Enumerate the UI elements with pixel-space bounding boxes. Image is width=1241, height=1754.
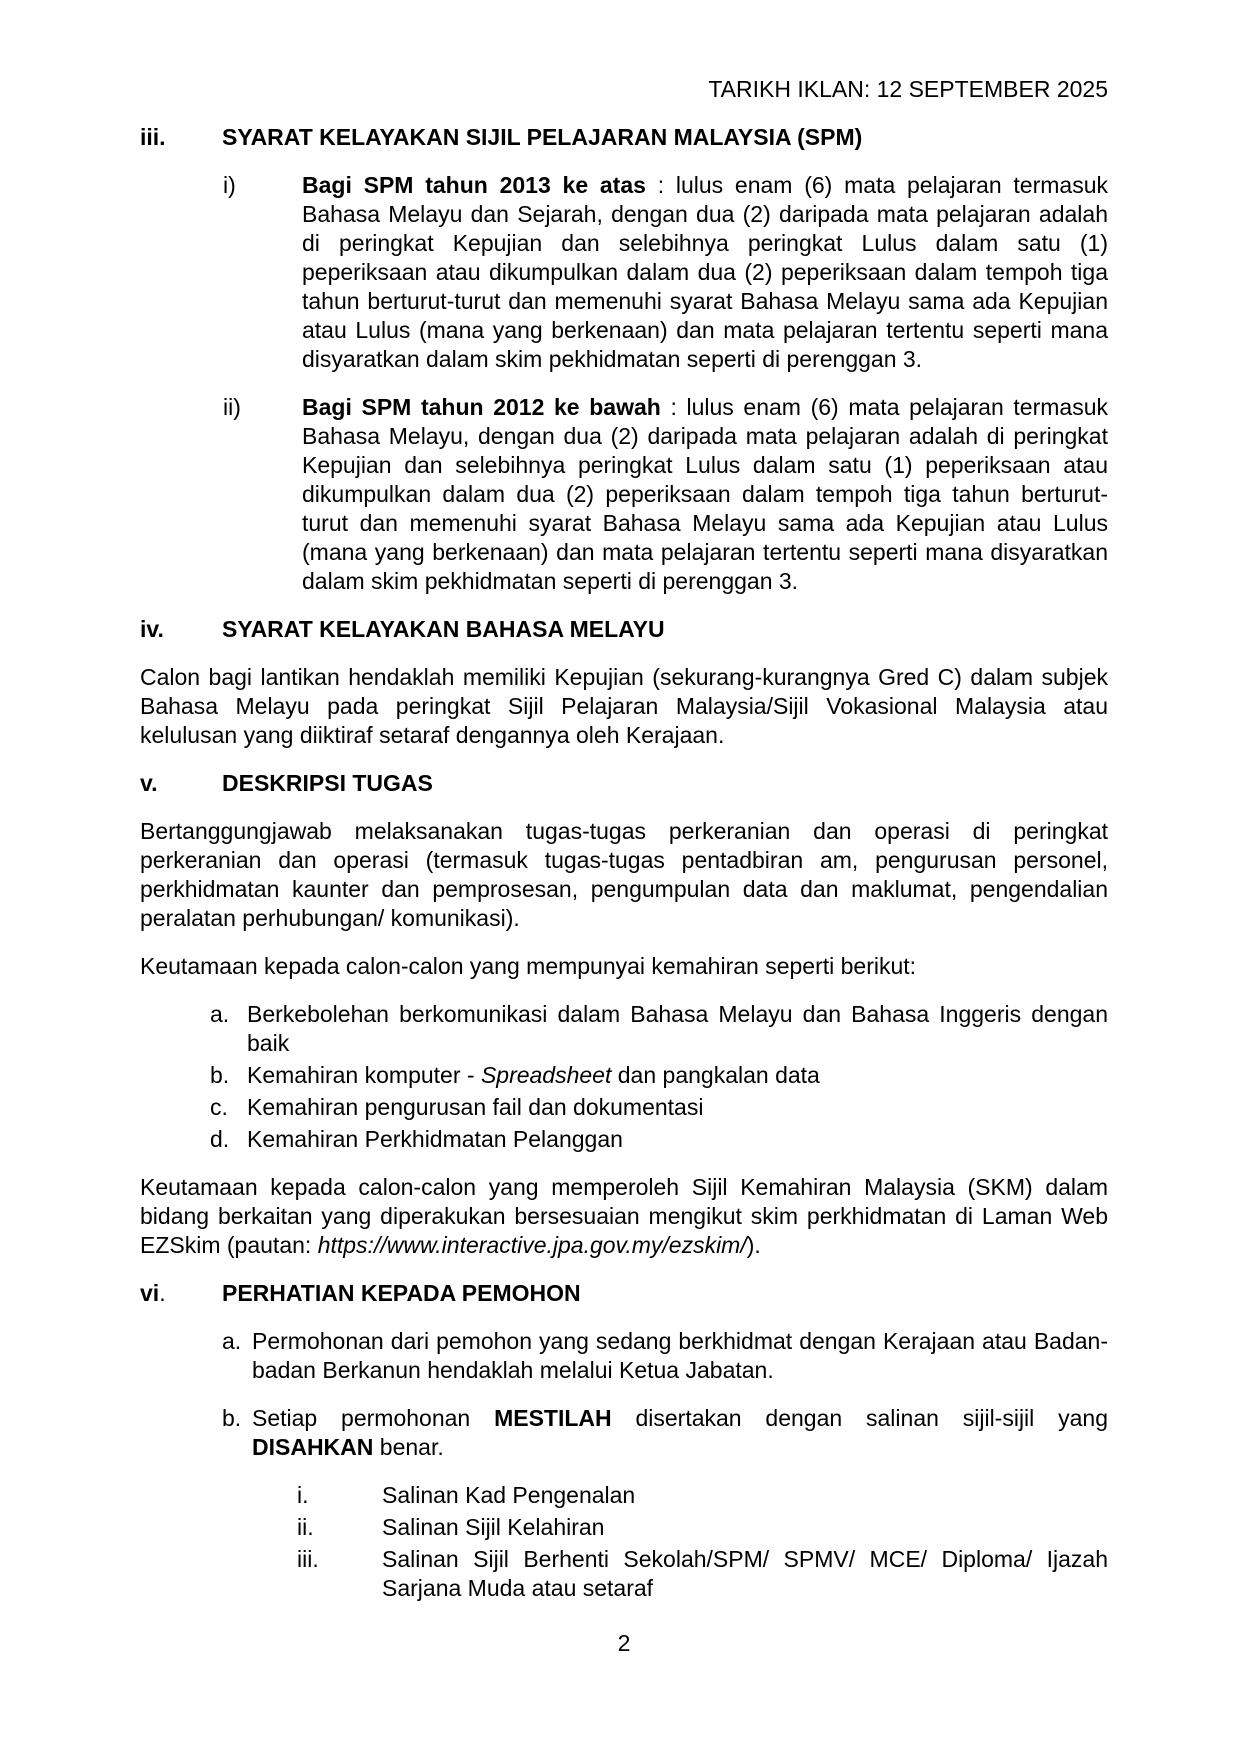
section-title-perhatian: PERHATIAN KEPADA PEMOHON — [222, 1280, 581, 1306]
skill-item-d — [210, 1125, 1108, 1154]
list-marker-d: d. — [210, 1126, 230, 1152]
list-marker-a: a. — [222, 1328, 242, 1354]
spm-item-2012-body: : lulus enam (6) mata pelajaran termasuk Bahasa Melayu, dengan dua (2) daripada mata pelajaran adalah di peringkat Kepujian dan selebihnya peringkat Lulus dalam satu (1) peperiksaan atau dikumpulkan dalam dua (2) peperiksaan dalam tempoh tiga tahun berturut-turut dan memenuhi syarat Bahasa Melayu sama ada Kepujian atau Lulus (mana yang berkenaan) dan mata pelajaran tertentu seperti mana disyaratkan dalam skim pekhidmatan seperti di perenggan 3. — [302, 394, 1108, 594]
section-number-vi: vi. — [140, 1280, 166, 1306]
document-item-ic — [297, 1481, 1108, 1510]
list-marker-b: b. — [222, 1405, 242, 1431]
perhatian-item-a-text: Permohonan dari pemohon yang sedang berkhidmat dengan Kerajaan atau Badan-badan Berkanun hendaklah melalui Ketua Jabatan. — [252, 1328, 1108, 1383]
spreadsheet-italic: Spreadsheet — [480, 1062, 612, 1088]
list-marker-c: c. — [210, 1094, 228, 1120]
section-title-deskripsi-tugas: DESKRIPSI TUGAS — [222, 770, 433, 796]
advert-date: TARIKH IKLAN: 12 SEPTEMBER 2025 — [708, 76, 1108, 102]
mestilah-bold: MESTILAH — [494, 1405, 612, 1431]
disahkan-bold: DISAHKAN — [252, 1434, 374, 1460]
section-number-iv: iv. — [140, 616, 164, 642]
skill-item-a-text: Berkebolehan berkomunikasi dalam Bahasa Melayu dan Bahasa Inggeris dengan baik — [247, 1001, 1108, 1056]
list-marker-ii: ii) — [223, 394, 241, 420]
spm-item-2013 — [223, 171, 1108, 374]
skill-item-d-text: Kemahiran Perkhidmatan Pelanggan — [247, 1126, 623, 1152]
skm-paragraph: Keutamaan kepada calon-calon yang memperoleh Sijil Kemahiran Malaysia (SKM) dalam bidang berkaitan yang diperakukan bersesuaian mengikut skim perkhidmatan di Laman Web EZSkim (pautan: https://www.interactive.jpa.gov.my/ezskim/). — [140, 1174, 1108, 1258]
ezskim-url: https://www.interactive.jpa.gov.my/ezskim/ — [317, 1232, 747, 1258]
bahasa-melayu-paragraph: Calon bagi lantikan hendaklah memiliki Kepujian (sekurang-kurangnya Gred C) dalam subjek Bahasa Melayu pada peringkat Sijil Pelajaran Malaysia/Sijil Vokasional Malaysia atau kelulusan yang diiktiraf setaraf dengannya oleh Kerajaan. — [140, 664, 1108, 748]
perhatian-item-a — [222, 1327, 1108, 1385]
section-heading-perhatian — [140, 1279, 1108, 1308]
skill-item-b-text: Kemahiran komputer - Spreadsheet dan pangkalan data — [247, 1062, 820, 1088]
list-marker-a: a. — [210, 1001, 230, 1027]
document-item-birth-cert-text: Salinan Sijil Kelahiran — [382, 1514, 605, 1540]
skills-intro: Keutamaan kepada calon-calon yang mempunyai kemahiran seperti berikut: — [140, 953, 917, 979]
document-item-ic-text: Salinan Kad Pengenalan — [382, 1482, 636, 1508]
skill-item-c — [210, 1093, 1108, 1122]
skill-item-a — [210, 1000, 1108, 1058]
section-heading-bahasa-melayu — [140, 615, 1108, 644]
spm-item-2013-body: : lulus enam (6) mata pelajaran termasuk Bahasa Melayu dan Sejarah, dengan dua (2) daripada mata pelajaran adalah di peringkat Kepujian dan selebihnya peringkat Lulus dalam satu (1) peperiksaan atau dikumpulkan dalam dua (2) peperiksaan dalam tempoh tiga tahun berturut-turut dan memenuhi syarat Bahasa Melayu sama ada Kepujian atau Lulus (mana yang berkenaan) dan mata pelajaran tertentu seperti mana disyaratkan dalam skim pekhidmatan seperti di perenggan 3. — [302, 172, 1108, 372]
deskripsi-tugas-paragraph: Bertanggungjawab melaksanakan tugas-tugas perkeranian dan operasi di peringkat perkeranian dan operasi (termasuk tugas-tugas pentadbiran am, pengurusan personel, perkhidmatan kaunter dan pemprosesan, pengumpulan data dan maklumat, pengendalian peralatan perhubungan/ komunikasi). — [140, 818, 1108, 931]
section-number-v: v. — [140, 770, 158, 796]
list-marker-iii: iii. — [297, 1546, 319, 1572]
page-number: 2 — [617, 1630, 631, 1656]
spm-item-2013-text — [302, 171, 1108, 374]
spm-item-2012-lead: Bagi SPM tahun 2012 ke bawah — [302, 394, 661, 420]
list-marker-ii: ii. — [297, 1514, 314, 1540]
document-item-birth-cert — [297, 1513, 1108, 1542]
document-item-school-cert-text: Salinan Sijil Berhenti Sekolah/SPM/ SPMV/ MCE/ Diploma/ Ijazah Sarjana Muda atau setaraf — [382, 1546, 1108, 1601]
list-marker-i: i) — [223, 172, 236, 198]
documents-list — [297, 1481, 1108, 1603]
perhatian-item-b — [222, 1404, 1108, 1462]
document-item-school-cert — [297, 1545, 1108, 1603]
section-heading-deskripsi-tugas — [140, 769, 1108, 798]
perhatian-item-b-text: Setiap permohonan MESTILAH disertakan dengan salinan sijil-sijil yang DISAHKAN benar. — [252, 1405, 1108, 1460]
spm-item-2013-lead: Bagi SPM tahun 2013 ke atas — [302, 172, 646, 198]
skill-item-c-text: Kemahiran pengurusan fail dan dokumentasi — [247, 1094, 704, 1120]
skill-item-b — [210, 1061, 1108, 1090]
section-heading-spm — [140, 123, 1108, 152]
list-marker-i: i. — [297, 1482, 309, 1508]
section-number-iii: iii. — [140, 124, 166, 150]
section-title-bahasa-melayu: SYARAT KELAYAKAN BAHASA MELAYU — [222, 616, 665, 642]
skills-list — [210, 1000, 1108, 1154]
spm-item-2012 — [223, 393, 1108, 596]
list-marker-b: b. — [210, 1062, 230, 1088]
spm-item-2012-text — [302, 393, 1108, 596]
section-title-spm: SYARAT KELAYAKAN SIJIL PELAJARAN MALAYSIA (SPM) — [222, 124, 863, 150]
